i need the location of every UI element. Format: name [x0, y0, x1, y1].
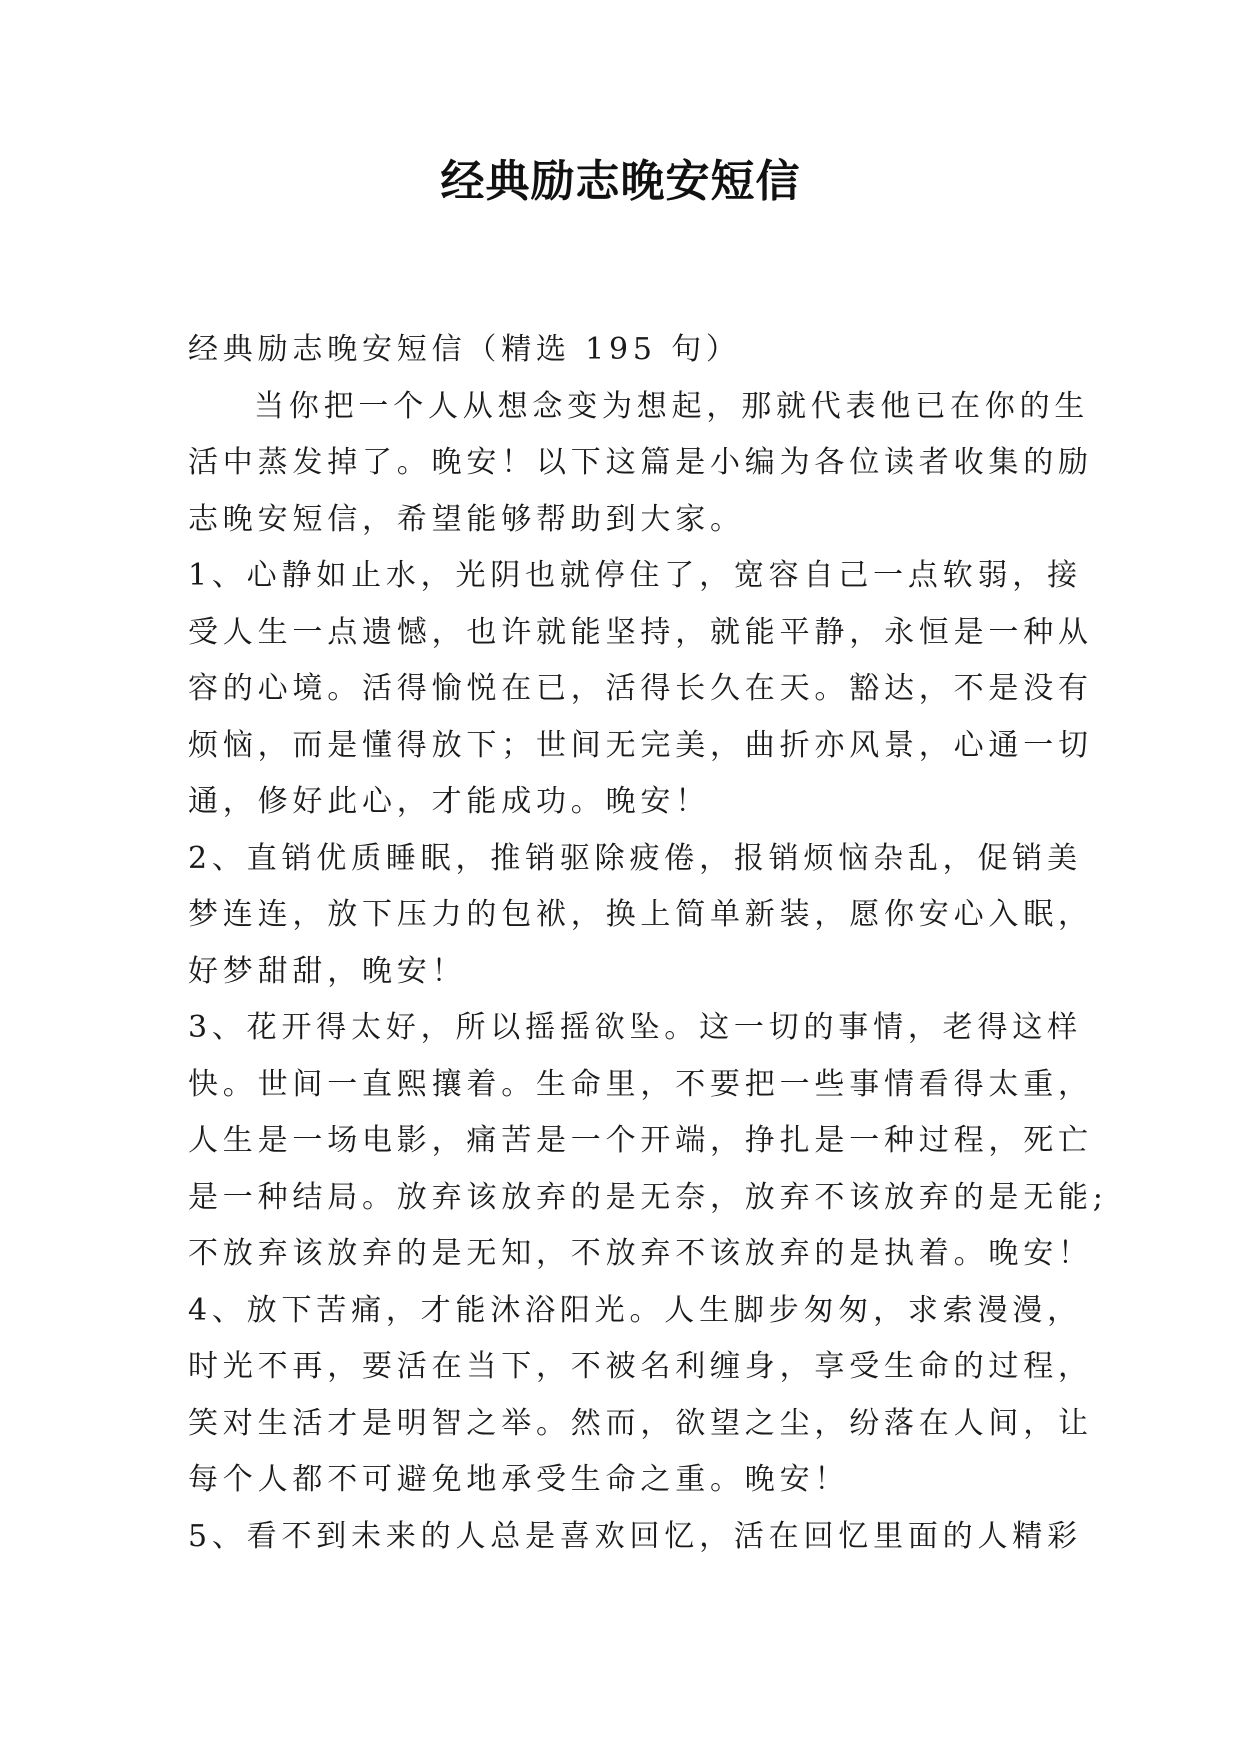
paragraph-line: 笑对生活才是明智之举。然而，欲望之尘，纷落在人间，让	[188, 1405, 1093, 1441]
intro-line: 活中蒸发掉了。晚安！以下这篇是小编为各位读者收集的励	[188, 445, 1093, 480]
paragraph-line: 烦恼，而是懂得放下；世间无完美，曲折亦风景，心通一切	[188, 727, 1093, 763]
paragraph-line: 3、花开得太好，所以摇摇欲坠。这一切的事情，老得这样	[188, 1010, 1082, 1045]
paragraph-line: 梦连连，放下压力的包袱，换上简单新装，愿你安心入眠，	[188, 897, 1093, 932]
paragraph-line: 1、心静如止水，光阴也就停住了，宽容自己一点软弱，接	[188, 558, 1082, 593]
paragraph-line: 人生是一场电影，痛苦是一个开端，挣扎是一种过程，死亡	[188, 1123, 1093, 1158]
paragraph-line: 4、放下苦痛，才能沐浴阳光。人生脚步匆匆，求索漫漫，	[188, 1292, 1082, 1328]
paragraph-line: 每个人都不可避免地承受生命之重。晚安！	[188, 1462, 850, 1497]
intro-line: 当你把一个人从想念变为想起，那就代表他已在你的生	[254, 388, 1090, 424]
paragraph-line: 2、直销优质睡眠，推销驱除疲倦，报销烦恼杂乱，促销美	[188, 840, 1082, 876]
paragraph-line: 不放弃该放弃的是无知，不放弃不该放弃的是执着。晚安！	[188, 1236, 1093, 1271]
paragraph-line: 时光不再，要活在当下，不被名利缠身，享受生命的过程，	[188, 1349, 1093, 1384]
paragraph-line: 通，修好此心，才能成功。晚安！	[188, 784, 710, 819]
document-body	[188, 322, 1108, 1565]
subtitle-line: 经典励志晚安短信（精选 195 句）	[188, 332, 741, 367]
paragraph-line: 是一种结局。放弃该放弃的是无奈，放弃不该放弃的是无能;	[188, 1179, 1108, 1215]
paragraph-line: 好梦甜甜，晚安！	[188, 953, 467, 989]
paragraph-line: 快。世间一直熙攘着。生命里，不要把一些事情看得太重，	[188, 1066, 1093, 1102]
paragraph-line: 受人生一点遗憾，也许就能坚持，就能平静，永恒是一种从	[188, 614, 1093, 650]
intro-line: 志晚安短信，希望能够帮助到大家。	[188, 501, 745, 537]
page-title: 经典励志晚安短信	[440, 156, 801, 207]
paragraph-line: 5、看不到未来的人总是喜欢回忆，活在回忆里面的人精彩	[188, 1518, 1082, 1554]
paragraph-line: 容的心境。活得愉悦在已，活得长久在天。豁达，不是没有	[188, 671, 1093, 706]
